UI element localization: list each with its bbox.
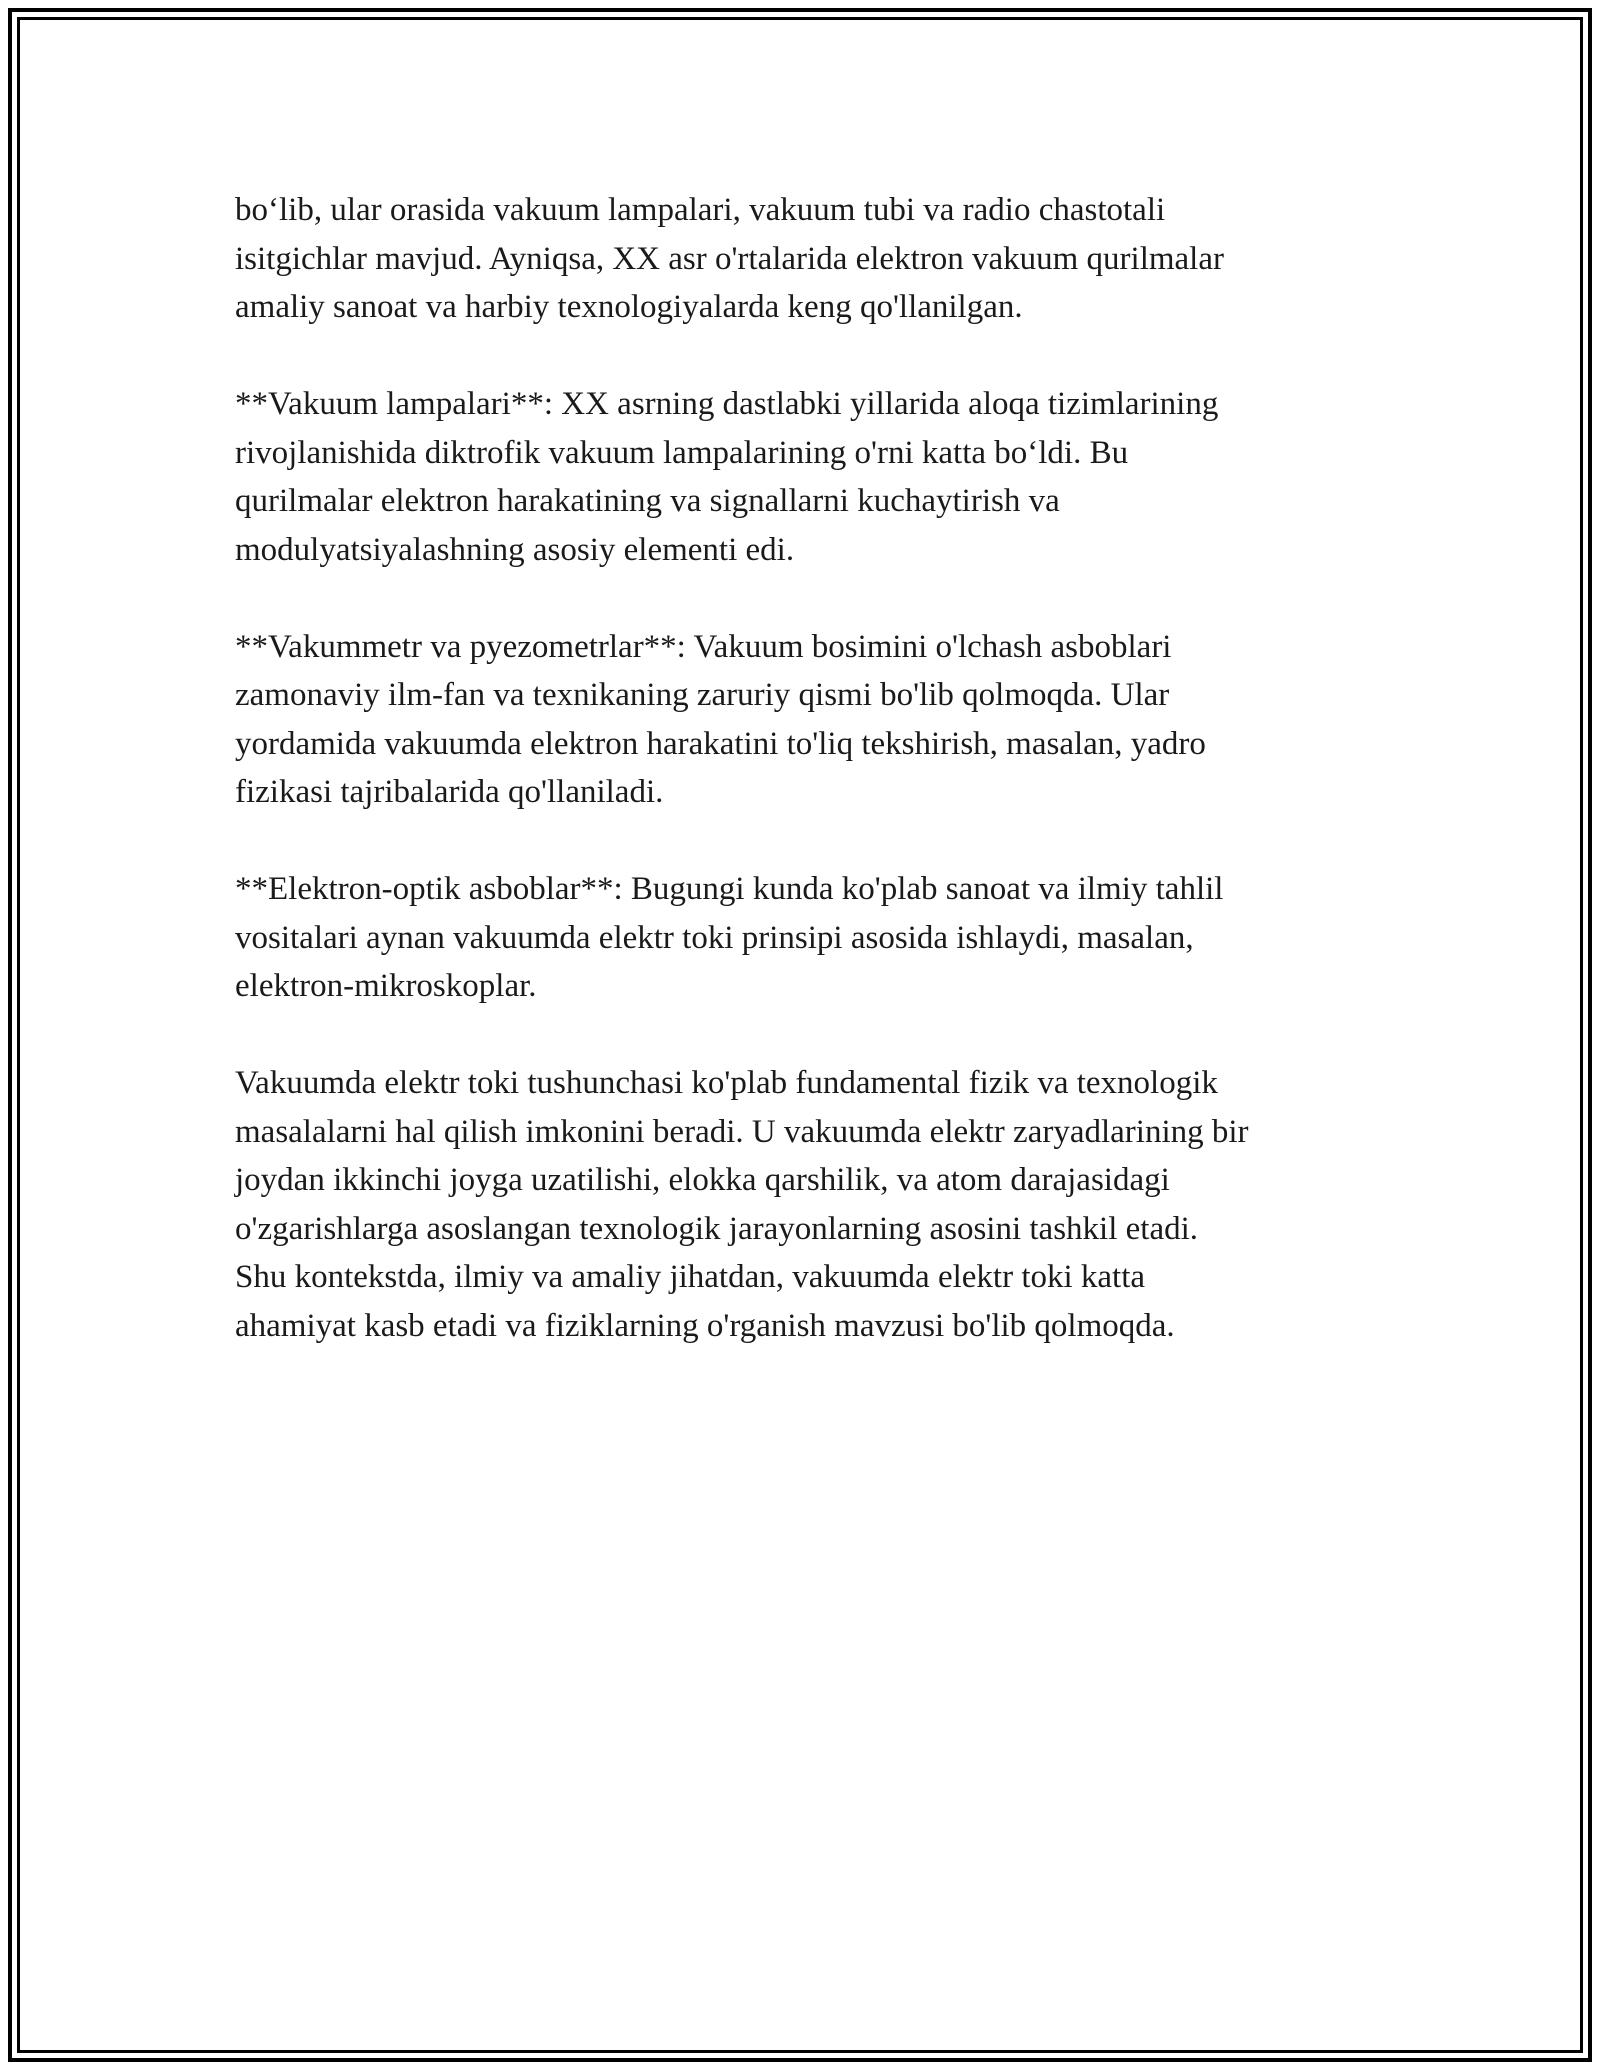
paragraph-elektron-optik: **Elektron-optik asboblar**: Bugungi kunda ko'plab sanoat va ilmiy tahlil vositalari aynan vakuumda elektr toki prinsipi asosida ishlaydi, masalan, elektron-mikroskoplar. xyxy=(235,871,1224,1004)
paragraph-vakuum-lampalari: **Vakuum lampalari**: XX asrning dastlabki yillarida aloqa tizimlarining rivojlanishida diktrofik vakuum lampalarining o'rni katta bo‘ldi. Bu qurilmalar elektron harakatining va signallarni kuchaytirish va modulyatsiyalashning asosiy elementi edi. xyxy=(235,386,1219,568)
paragraph-vakummetr: **Vakummetr va pyezometrlar**: Vakuum bosimini o'lchash asboblari zamonaviy ilm-fan va texnikaning zaruriy qismi bo'lib qolmoqda. Ular yordamida vakuumda elektron harakatini to'liq tekshirish, masalan, yadro fizikasi tajribalarida qo'llaniladi. xyxy=(235,628,1206,810)
paragraph-intro: bo‘lib, ular orasida vakuum lampalari, vakuum tubi va radio chastotali isitgichlar mavjud. Ayniqsa, XX asr o'rtalarida elektron vakuum qurilmalar amaliy sanoat va harbiy texnologiyalarda keng qo'llanilgan. xyxy=(235,192,1224,325)
document-body xyxy=(235,186,1385,1399)
paragraph-conclusion: Vakuumda elektr toki tushunchasi ko'plab fundamental fizik va texnologik masalalarni hal qilish imkonini beradi. U vakuumda elektr zaryadlarining bir joydan ikkinchi joyga uzatilishi, elokka qarshilik, va atom darajasidagi o'zgarishlarga asoslangan texnologik jarayonlarning asosini tashkil etadi. Shu kontekstda, ilmiy va amaliy jihatdan, vakuumda elektr toki katta ahamiyat kasb etadi va fiziklarning o'rganish mavzusi bo'lib qolmoqda. xyxy=(235,1065,1249,1344)
